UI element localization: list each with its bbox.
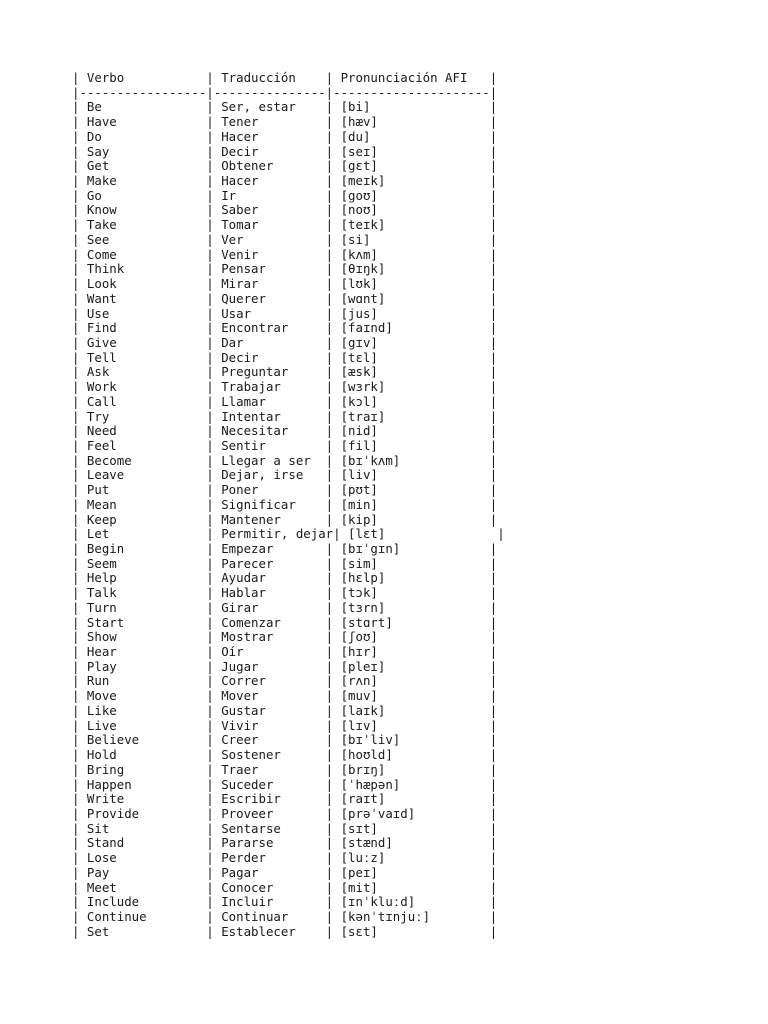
table-row: | Pay | Pagar | [peɪ] | — [72, 864, 498, 880]
cell-ipa: [liv] — [340, 467, 378, 483]
cell-verb: Sit — [86, 820, 110, 836]
cell-translation: Parecer — [221, 555, 274, 571]
table-row: | Show | Mostrar | [ʃoʊ] | — [72, 629, 498, 645]
cell-ipa: [lɪv] — [340, 717, 378, 733]
table-row: | Keep | Mantener | [kip] | — [72, 511, 498, 527]
cell-verb: Mean — [86, 496, 117, 512]
cell-verb: Seem — [86, 555, 117, 571]
table-row: | Help | Ayudar | [hɛlp] | — [72, 570, 498, 586]
cell-verb: Use — [86, 305, 110, 321]
cell-verb: Think — [86, 261, 125, 277]
cell-verb: Believe — [86, 732, 140, 748]
cell-verb: Say — [86, 143, 110, 159]
cell-translation: Dejar, irse — [221, 467, 304, 483]
cell-ipa: [wɑnt] — [340, 290, 386, 306]
cell-verb: Happen — [86, 776, 132, 792]
cell-translation: Ver — [221, 231, 244, 247]
cell-ipa: [nid] — [340, 423, 378, 439]
cell-ipa: [goʊ] — [340, 187, 378, 203]
cell-translation: Hacer — [221, 173, 259, 189]
table-row: | Leave | Dejar, irse | [liv] | — [72, 467, 498, 483]
cell-translation: Trabajar — [221, 379, 281, 395]
cell-verb: Have — [86, 114, 117, 130]
cell-ipa: [gɛt] — [340, 158, 378, 174]
cell-translation: Vivir — [221, 717, 259, 733]
cell-ipa: [traɪ] — [340, 408, 386, 424]
cell-verb: Stand — [86, 835, 125, 851]
table-row: | Happen | Suceder | [ˈhæpən] | — [72, 776, 498, 792]
cell-verb: Begin — [86, 541, 125, 556]
cell-translation: Traer — [221, 761, 259, 777]
cell-ipa: [teɪk] — [340, 217, 386, 233]
cell-verb: Play — [86, 658, 117, 674]
cell-verb: Become — [86, 452, 132, 468]
cell-translation: Mantener — [221, 511, 281, 527]
header-pronunciation: Pronunciación AFI — [340, 70, 468, 85]
cell-verb: Need — [86, 423, 117, 439]
table-row: | Come | Venir | [kʌm] | — [72, 246, 498, 262]
cell-translation: Hacer — [221, 128, 259, 144]
table-row: | Mean | Significar | [min] | — [72, 496, 498, 512]
cell-ipa: [min] — [340, 496, 378, 512]
cell-translation: Pagar — [221, 864, 259, 880]
cell-ipa: [mit] — [340, 879, 378, 895]
cell-verb: Do — [86, 128, 102, 144]
cell-translation: Encontrar — [221, 320, 289, 336]
cell-verb: Know — [86, 202, 117, 218]
cell-ipa: [ˈhæpən] — [340, 776, 401, 792]
cell-ipa: [ʃoʊ] — [340, 629, 378, 645]
table-row: | Work | Trabajar | [wɜrk] | — [72, 379, 498, 395]
cell-verb: Run — [86, 673, 110, 689]
cell-verb: Get — [86, 158, 110, 174]
cell-ipa: [du] — [340, 128, 371, 144]
cell-verb: Write — [86, 791, 125, 807]
table-row: | Talk | Hablar | [tɔk] | — [72, 585, 498, 601]
table-row: | Set | Establecer | [sɛt] | — [72, 923, 498, 939]
table-row: | Be | Ser, estar | [bi] | — [72, 99, 498, 115]
table-row: | Stand | Pararse | [stænd] | — [72, 835, 498, 851]
cell-ipa: [faɪnd] — [340, 320, 393, 336]
table-row: | Ask | Preguntar | [æsk] | — [72, 364, 498, 380]
cell-ipa: [kip] — [340, 511, 378, 527]
cell-translation: Tomar — [221, 217, 259, 233]
table-row: | Seem | Parecer | [sim] | — [72, 555, 498, 571]
cell-ipa: [hɪr] — [340, 644, 378, 660]
cell-ipa: [stænd] — [340, 835, 393, 851]
cell-verb: Call — [86, 393, 117, 409]
cell-translation: Gustar — [221, 702, 266, 718]
cell-translation: Usar — [221, 305, 252, 321]
cell-ipa: [jus] — [340, 305, 378, 321]
cell-translation: Venir — [221, 246, 259, 262]
cell-verb: Hold — [86, 747, 117, 763]
cell-ipa: [si] — [340, 231, 371, 247]
table-row: | Move | Mover | [muv] | — [72, 688, 498, 704]
cell-ipa: [hæv] — [340, 114, 378, 130]
table-row: | Say | Decir | [seɪ] | — [72, 143, 498, 159]
cell-verb: Find — [86, 320, 117, 336]
cell-verb: Like — [86, 702, 117, 718]
cell-translation: Obtener — [221, 158, 274, 174]
cell-ipa: [ɪnˈkluːd] — [340, 894, 416, 910]
table-row: | Use | Usar | [jus] | — [72, 305, 498, 321]
header-translation: Traducción — [221, 70, 296, 85]
cell-translation: Continuar — [221, 908, 289, 924]
cell-ipa: [gɪv] — [340, 334, 378, 350]
cell-translation: Creer — [221, 732, 259, 748]
table-row: | Play | Jugar | [pleɪ] | — [72, 658, 498, 674]
table-row: | Include | Incluir | [ɪnˈkluːd] | — [72, 894, 498, 910]
cell-verb: Show — [86, 629, 117, 645]
table-row: | Know | Saber | [noʊ] | — [72, 202, 498, 218]
cell-verb: Bring — [86, 761, 125, 777]
cell-verb: Ask — [86, 364, 110, 380]
cell-translation: Significar — [221, 496, 296, 512]
cell-ipa: [hoʊld] — [340, 747, 393, 763]
table-row: | Find | Encontrar | [faɪnd] | — [72, 320, 498, 336]
cell-translation: Sentir — [221, 437, 266, 453]
cell-ipa: [kɔl] — [340, 393, 378, 409]
cell-translation: Comenzar — [221, 614, 281, 630]
cell-translation: Sostener — [221, 747, 281, 763]
cell-ipa: [sim] — [340, 555, 378, 571]
cell-translation: Decir — [221, 143, 259, 159]
cell-ipa: [brɪŋ] — [340, 761, 386, 777]
cell-verb: Move — [86, 688, 117, 704]
cell-verb: Want — [86, 290, 117, 306]
cell-ipa: [prəˈvaɪd] — [340, 805, 416, 821]
cell-translation: Preguntar — [221, 364, 289, 380]
table-header-row: | Verbo | Traducción | Pronunciación AFI | — [72, 70, 498, 85]
cell-translation: Mover — [221, 688, 259, 704]
cell-translation: Ayudar — [221, 570, 266, 586]
table-row: | Sit | Sentarse | [sɪt] | — [72, 820, 498, 836]
cell-verb: Leave — [86, 467, 125, 483]
cell-ipa: [bɪˈkʌm] — [340, 452, 401, 468]
table-row: | Believe | Creer | [bɪˈliv] | — [72, 732, 498, 748]
cell-ipa: [hɛlp] — [340, 570, 386, 586]
cell-translation: Llegar a ser — [221, 452, 311, 468]
cell-verb: Keep — [86, 511, 117, 527]
cell-translation: Pararse — [221, 835, 274, 851]
cell-verb: Continue — [86, 908, 147, 924]
table-separator: |-----------------|---------------|---------------------| — [72, 84, 498, 100]
cell-verb: Let — [86, 526, 110, 542]
cell-translation: Permitir, dejar — [221, 526, 334, 542]
table-row: | Provide | Proveer | [prəˈvaɪd] | — [72, 805, 498, 821]
cell-ipa: [pʊt] — [340, 482, 378, 498]
table-row: | Run | Correr | [rʌn] | — [72, 673, 498, 689]
cell-translation: Decir — [221, 349, 259, 365]
table-row: | Have | Tener | [hæv] | — [72, 114, 498, 130]
cell-translation: Girar — [221, 599, 259, 615]
cell-translation: Escribir — [221, 791, 281, 807]
cell-translation: Llamar — [221, 393, 266, 409]
cell-ipa: [kənˈtɪnjuː] — [340, 908, 431, 924]
table-row: | Tell | Decir | [tɛl] | — [72, 349, 498, 365]
cell-ipa: [lɛt] — [348, 526, 386, 542]
cell-translation: Jugar — [221, 658, 259, 674]
cell-verb: Feel — [86, 437, 117, 453]
cell-ipa: [bɪˈliv] — [340, 732, 401, 748]
cell-verb: Take — [86, 217, 117, 233]
cell-verb: Make — [86, 173, 117, 189]
cell-ipa: [kʌm] — [340, 246, 378, 262]
table-row: | See | Ver | [si] | — [72, 231, 498, 247]
cell-ipa: [seɪ] — [340, 143, 378, 159]
cell-translation: Dar — [221, 334, 244, 350]
table-row: | Do | Hacer | [du] | — [72, 128, 498, 144]
cell-verb: Hear — [86, 644, 117, 660]
cell-ipa: [bi] — [340, 99, 371, 115]
table-row: | Try | Intentar | [traɪ] | — [72, 408, 498, 424]
table-row: | Hear | Oír | [hɪr] | — [72, 644, 498, 660]
cell-translation: Pensar — [221, 261, 266, 277]
cell-verb: Turn — [86, 599, 117, 615]
cell-ipa: [stɑrt] — [340, 614, 393, 630]
cell-ipa: [tɛl] — [340, 349, 378, 365]
table-row: | Take | Tomar | [teɪk] | — [72, 217, 498, 233]
cell-verb: Tell — [86, 349, 117, 365]
cell-verb: Lose — [86, 850, 117, 866]
table-row: | Turn | Girar | [tɜrn] | — [72, 599, 498, 615]
cell-translation: Tener — [221, 114, 259, 130]
table-row: | Put | Poner | [pʊt] | — [72, 482, 498, 498]
cell-verb: Live — [86, 717, 117, 733]
cell-ipa: [raɪt] — [340, 791, 386, 807]
cell-translation: Querer — [221, 290, 266, 306]
cell-verb: Provide — [86, 805, 140, 821]
cell-ipa: [wɜrk] — [340, 379, 386, 395]
cell-translation: Proveer — [221, 805, 274, 821]
table-row: | Give | Dar | [gɪv] | — [72, 334, 498, 350]
cell-translation: Necesitar — [221, 423, 289, 439]
cell-ipa: [lʊk] — [340, 276, 378, 292]
cell-ipa: [θɪŋk] — [340, 261, 386, 277]
table-row: | Let | Permitir, dejar| [lɛt] | — [72, 526, 505, 542]
cell-ipa: [meɪk] — [340, 173, 386, 189]
cell-verb: Include — [86, 894, 140, 910]
cell-verb: Help — [86, 570, 117, 586]
cell-verb: Put — [86, 482, 110, 498]
cell-translation: Conocer — [221, 879, 274, 895]
cell-translation: Suceder — [221, 776, 274, 792]
cell-translation: Hablar — [221, 585, 266, 601]
table-row: | Get | Obtener | [gɛt] | — [72, 158, 498, 174]
cell-verb: Talk — [86, 585, 117, 601]
cell-translation: Establecer — [221, 923, 296, 939]
table-row: | Call | Llamar | [kɔl] | — [72, 393, 498, 409]
cell-verb: Look — [86, 276, 117, 292]
cell-ipa: [peɪ] — [340, 864, 378, 880]
table-row: | Become | Llegar a ser | [bɪˈkʌm] | — [72, 452, 498, 468]
cell-translation: Poner — [221, 482, 259, 498]
cell-verb: Set — [86, 923, 110, 939]
cell-verb: Meet — [86, 879, 117, 895]
cell-ipa: [sɛt] — [340, 923, 378, 939]
table-row: | Go | Ir | [goʊ] | — [72, 187, 498, 203]
cell-ipa: [laɪk] — [340, 702, 386, 718]
cell-translation: Ir — [221, 187, 237, 203]
cell-ipa: [luːz] — [340, 850, 386, 866]
table-row: | Meet | Conocer | [mit] | — [72, 879, 498, 895]
table-row: | Feel | Sentir | [fil] | — [72, 437, 498, 453]
table-row: | Continue | Continuar | [kənˈtɪnjuː] | — [72, 908, 498, 924]
table-row: | Make | Hacer | [meɪk] | — [72, 173, 498, 189]
cell-ipa: [bɪˈgɪn] — [340, 541, 401, 556]
cell-verb: Go — [86, 187, 102, 203]
cell-ipa: [tɔk] — [340, 585, 378, 601]
table-row: | Start | Comenzar | [stɑrt] | — [72, 614, 498, 630]
cell-verb: See — [86, 231, 110, 247]
table-row: | Lose | Perder | [luːz] | — [72, 850, 498, 866]
table-row: | Hold | Sostener | [hoʊld] | — [72, 747, 498, 763]
table-row: | Write | Escribir | [raɪt] | — [72, 791, 498, 807]
table-row: | Look | Mirar | [lʊk] | — [72, 276, 498, 292]
cell-translation: Perder — [221, 850, 266, 866]
table-row: | Want | Querer | [wɑnt] | — [72, 290, 498, 306]
cell-ipa: [fil] — [340, 437, 378, 453]
table-row: | Begin | Empezar | [bɪˈgɪn] | — [72, 541, 498, 556]
table-row: | Need | Necesitar | [nid] | — [72, 423, 498, 439]
table-body — [72, 100, 505, 939]
header-verb: Verbo — [86, 70, 125, 85]
cell-verb: Come — [86, 246, 117, 262]
table-row: | Like | Gustar | [laɪk] | — [72, 702, 498, 718]
cell-translation: Empezar — [221, 541, 274, 556]
cell-translation: Ser, estar — [221, 99, 296, 115]
cell-ipa: [pleɪ] — [340, 658, 386, 674]
table-row: | Live | Vivir | [lɪv] | — [72, 717, 498, 733]
cell-ipa: [sɪt] — [340, 820, 378, 836]
cell-verb: Give — [86, 334, 117, 350]
table-row: | Bring | Traer | [brɪŋ] | — [72, 761, 498, 777]
cell-verb: Try — [86, 408, 110, 424]
cell-verb: Be — [86, 99, 102, 115]
cell-translation: Intentar — [221, 408, 281, 424]
cell-translation: Mirar — [221, 276, 259, 292]
cell-translation: Incluir — [221, 894, 274, 910]
cell-translation: Oír — [221, 644, 244, 660]
cell-ipa: [noʊ] — [340, 202, 378, 218]
cell-verb: Start — [86, 614, 125, 630]
cell-translation: Sentarse — [221, 820, 281, 836]
cell-translation: Mostrar — [221, 629, 274, 645]
cell-verb: Work — [86, 379, 117, 395]
cell-ipa: [muv] — [340, 688, 378, 704]
table-row: | Think | Pensar | [θɪŋk] | — [72, 261, 498, 277]
verb-table — [72, 71, 505, 939]
cell-translation: Saber — [221, 202, 259, 218]
cell-ipa: [rʌn] — [340, 673, 378, 689]
cell-translation: Correr — [221, 673, 266, 689]
cell-ipa: [tɜrn] — [340, 599, 386, 615]
cell-ipa: [æsk] — [340, 364, 378, 380]
cell-verb: Pay — [86, 864, 110, 880]
